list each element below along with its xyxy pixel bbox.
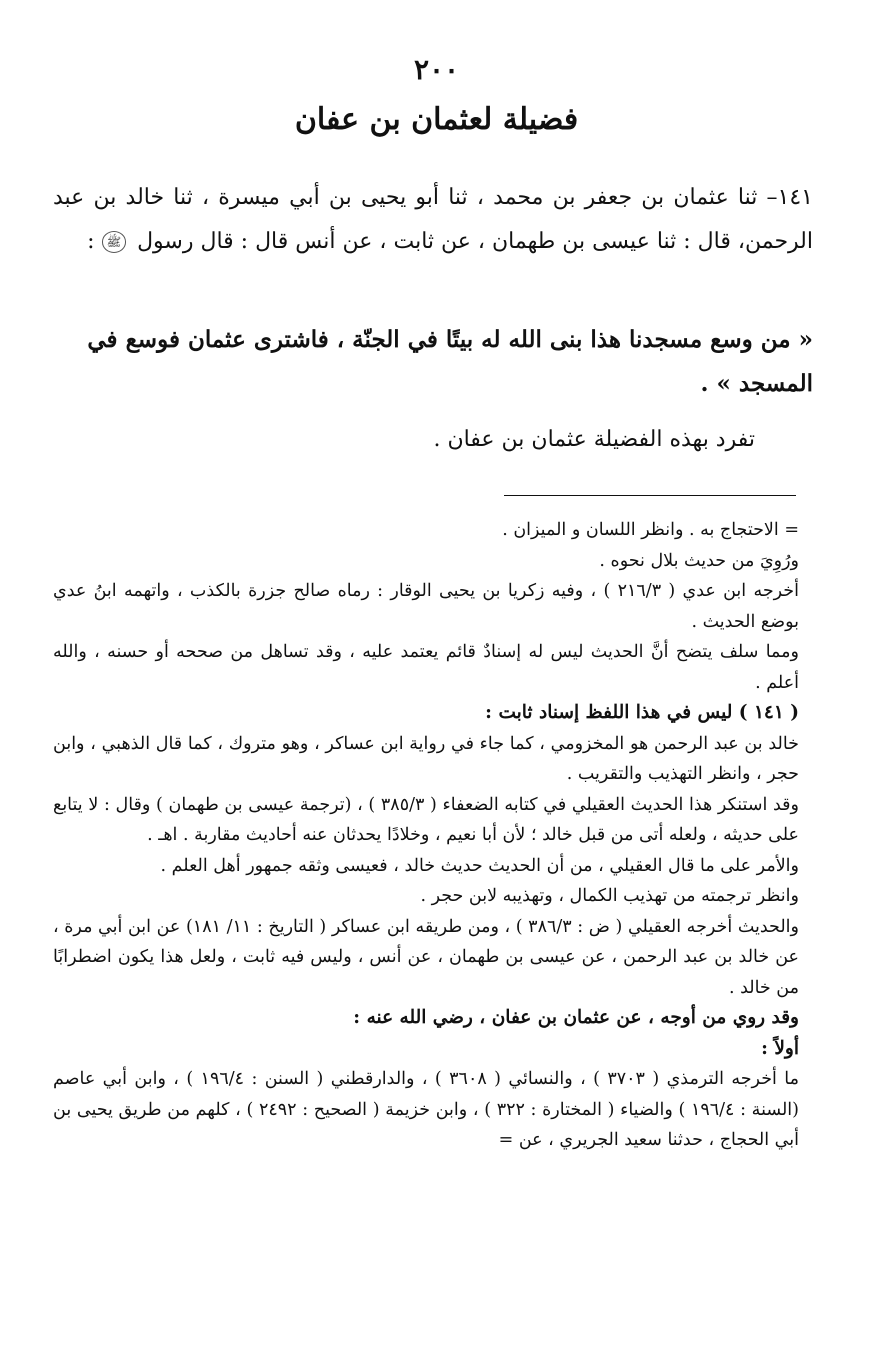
footnote-paragraph: والأمر على ما قال العقيلي ، من أن الحديث حديث خالد ، فعيسى وثقه جمهور أهل العلم . — [160, 855, 799, 876]
footnote-paragraph: وانظر ترجمته من تهذيب الكمال ، وتهذيبه لابن حجر . — [420, 886, 799, 906]
footnote-paragraph: أخرجه ابن عدي ( ٢١٦/٣ ) ، وفيه زكريا بن يحيى الوقار : رماه صالح جزرة بالكذب ، واتهمه ابنُ عدي بوضع الحديث . — [53, 581, 799, 632]
closing-note: تفرد بهذه الفضيلة عثمان بن عفان . — [433, 427, 755, 452]
hadith-line: المسجد » . — [700, 370, 813, 397]
footnote-separator — [504, 495, 796, 496]
footnote-paragraph: وقد استنكر هذا الحديث العقيلي في كتابه الضعفاء ( ٣٨٥/٣ ) ، (ترجمة عيسى بن طهمان ) وقال : لا يتابع على حديثه ، ولعله أتى من قبل خالد ؛ لأن أبا نعيم ، وخلادًا يحدثان عنه أحاديث مقاربة . اهـ . — [53, 794, 799, 845]
page-number: ٢٠٠ — [413, 53, 460, 86]
footnote-heading: ( ١٤١ ) ليس في هذا اللفظ إسناد ثابت : — [485, 702, 799, 723]
footnote-paragraph: ومما سلف يتضح أنَّ الحديث ليس له إسنادٌ قائم يعتمد عليه ، وقد تساهل من صححه أو حسنه ، والله أعلم . — [53, 642, 799, 693]
footnote-paragraph: ورُوِيَ من حديث بلال نحوه . — [599, 550, 799, 571]
footnote-heading: أولاً : — [761, 1037, 799, 1059]
footnote-paragraph: ما أخرجه الترمذي ( ٣٧٠٣ ) ، والنسائي ( ٣٦٠٨ ) ، والدارقطني ( السنن : ١٩٦/٤ ) ، وابن أبي عاصم (السنة : ١٩٦/٤ ) والضياء ( المختارة : ٣٢٢ ) ، وابن خزيمة ( الصحيح : ٢٤٩٢ ) ، كلهم من طريق يحيى بن أبي الحجاج ، حدثنا سعيد الجريري ، عن = — [53, 1069, 799, 1150]
hadith-line: « من وسع مسجدنا هذا بنى الله له بيتًا في الجنّة ، فاشترى عثمان فوسع في — [87, 326, 813, 353]
footnote-paragraph: خالد بن عبد الرحمن هو المخزومي ، كما جاء في رواية ابن عساكر ، وهو متروك ، كما قال الذهبي ، وابن حجر ، وانظر التهذيب والتقريب . — [53, 733, 799, 784]
isnad-paragraph — [53, 176, 813, 264]
isnad-colon: : — [87, 229, 95, 254]
chapter-title: فضيلة لعثمان بن عفان — [294, 102, 579, 137]
footnote-heading: وقد روي من أوجه ، عن عثمان بن عفان ، رضي الله عنه : — [353, 1007, 799, 1028]
hadith-text — [53, 318, 813, 406]
footnotes — [53, 515, 799, 1156]
isnad-text: ١٤١– ثنا عثمان بن جعفر بن محمد ، ثنا أبو يحيى بن أبي ميسرة ، ثنا خالد بن عبد الرحمن، قال : ثنا عيسى بن طهمان ، عن ثابت ، عن أنس قال : قال رسول — [53, 185, 813, 254]
footnote-paragraph: والحديث أخرجه العقيلي ( ض : ٣٨٦/٣ ) ، ومن طريقه ابن عساكر ( التاريخ : ١١/ ١٨١) عن ابن أبي مرة ، عن خالد بن عبد الرحمن ، عن عيسى بن طهمان ، عن أنس ، وليس فيه ثابت ، ولعل هذا يكون اضطرابًا من خالد . — [53, 916, 800, 998]
salutation-seal-icon: ﷺ — [102, 231, 127, 253]
footnote-paragraph: = الاحتجاج به . وانظر اللسان و الميزان . — [502, 520, 799, 540]
